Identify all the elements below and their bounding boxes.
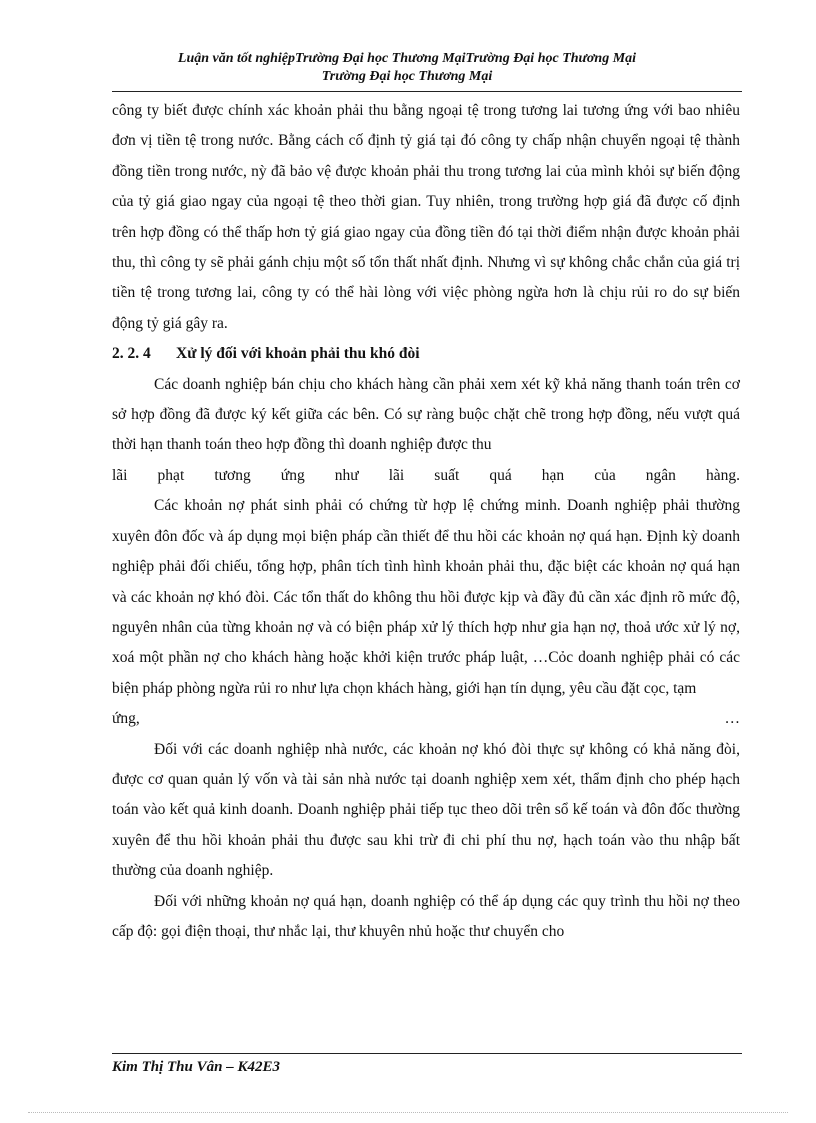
header-divider (112, 91, 742, 92)
section-number: 2. 2. 4 (112, 345, 151, 363)
paragraph-debt-documents (112, 491, 740, 704)
paragraph-text: Các doanh nghiệp bán chịu cho khách hàng cần phải xem xét kỹ khả năng thanh toán trên cơ sở hợp đồng đã được ký kết giữa các bên. Có sự ràng buộc chặt chẽ trong hợp đồng, nếu vượt quá thời hạn thanh toán theo hợp đồng thì doanh nghiệp được thu (112, 375, 740, 454)
section-heading (112, 339, 740, 369)
paragraph-text: Các khoản nợ phát sinh phải có chứng từ hợp lệ chứng minh. Doanh nghiệp phải thường xuyên đôn đốc và áp dụng mọi biện pháp cần thiết để thu hồi các khoản nợ quá hạn. Định kỳ doanh nghiệp phải đối chiếu, tổng hợp, phân tích tình hình khoản phải thu, đặc biệt các khoản nợ quá hạn và các khoản nợ khó đòi. Các tổn thất do không thu hồi được kịp và đầy đủ cần xác định rõ mức độ, nguyên nhân của từng khoản nợ và có biện pháp xử lý thích hợp như gia hạn nợ, thoả ước xử lý nợ, xoá một phần nợ cho khách hàng hoặc khởi kiện trước pháp luật, …Cỏc doanh nghiệp phải có các biện pháp phòng ngừa rủi ro như lựa chọn khách hàng, giới hạn tín dụng, yêu cầu đặt cọc, tạm (112, 497, 740, 697)
header-line-2: Trường Đại học Thương Mại (321, 69, 493, 84)
paragraph-overdue-debts: Đối với những khoản nợ quá hạn, doanh nghiệp có thể áp dụng các quy trình thu hồi nợ theo cấp độ: gọi điện thoại, thư nhắc lại, thư khuyên nhủ hoặc thư chuyển cho (112, 892, 740, 940)
page-bottom-edge (28, 1112, 788, 1113)
section-title: Xử lý đối với khoản phải thu khó đòi (176, 345, 420, 363)
paragraph-late-interest: lãi phạt tương ứng như lãi suất quá hạn của ngân hàng. (112, 466, 740, 484)
footer-divider (112, 1053, 742, 1054)
document-body (112, 96, 740, 947)
page-header (112, 50, 702, 86)
footer-author: Kim Thị Thu Vân – K42E3 (112, 1059, 280, 1075)
paragraph-state-enterprises: Đối với các doanh nghiệp nhà nước, các khoản nợ khó đòi thực sự không có khả năng đòi, được cơ quan quản lý vốn và tài sản nhà nước tại doanh nghiệp xem xét, thẩm định cho phép hạch toán vào kết quả kinh doanh. Doanh nghiệp phải tiếp tục theo dõi trên sổ kế toán và đôn đốc thường xuyên để thu hồi khoản phải thu được sau khi trừ đi chi phí thu nợ, hạch toán vào thu nhập bất thường của doanh nghiệp. (112, 740, 740, 880)
paragraph-contract-terms (112, 370, 740, 461)
header-line-1: Luận văn tốt nghiệpTrường Đại học Thương MạiTrường Đại học Thương Mại (177, 51, 637, 66)
paragraph-continuation: công ty biết được chính xác khoản phải thu bằng ngoại tệ trong tương lai tương ứng với bao nhiêu đơn vị tiền tệ trong nước. Bằng cách cố định tỷ giá tại đó công ty chấp nhận chuyển ngoại tệ thành đồng tiền trong nước, nỳ đã bảo vệ được khoản phải thu trong tương lai của mình khỏi sự biến động của tỷ giá giao ngay của ngoại tệ theo thời gian. Tuy nhiên, trong trường hợp giá đã được cố định trên hợp đồng có thể thấp hơn tỷ giá giao ngay của đồng tiền đó tại thời điểm nhận được khoản phải thu, thì công ty sẽ phải gánh chịu một số tổn thất nhất định. Nhưng vì sự không chắc chắn của giá trị tiền tệ trong tương lai, công ty có thể hài lòng với việc phòng ngừa hơn là chịu rủi ro do sự biến động tỷ giá gây ra. (112, 102, 740, 332)
paragraph-deposit-line: ứng, … (112, 710, 740, 728)
